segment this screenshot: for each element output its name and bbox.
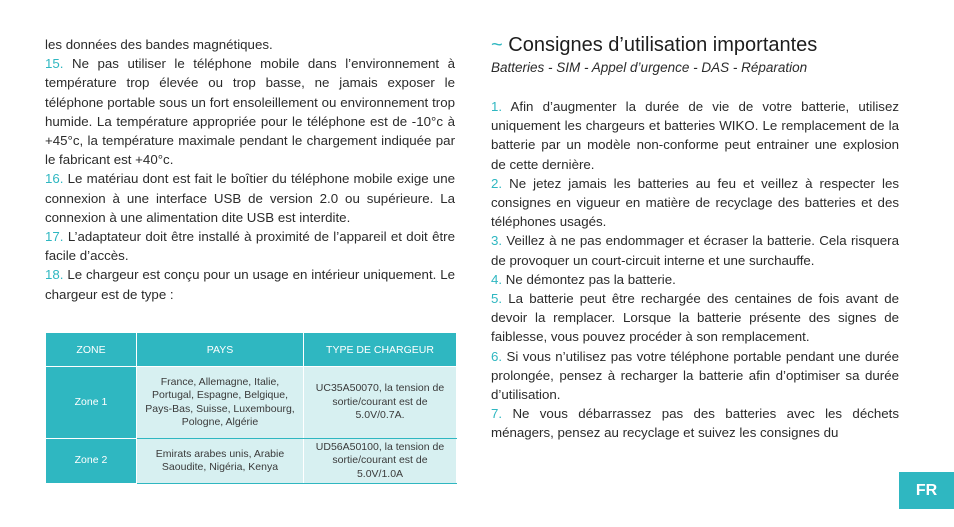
pays-cell: Emirats arabes unis, Arabie Saoudite, Nigéria, Kenya xyxy=(137,439,304,484)
item-number: 17. xyxy=(45,229,64,245)
item-15 xyxy=(45,54,455,169)
charger-table xyxy=(45,332,457,484)
item-6 xyxy=(491,347,899,405)
table-row xyxy=(46,367,457,439)
intro-text: les données des bandes magnétiques. xyxy=(45,37,273,52)
item-4 xyxy=(491,270,899,289)
item-17 xyxy=(45,227,455,265)
item-3 xyxy=(491,231,899,269)
item-5 xyxy=(491,289,899,347)
item-2 xyxy=(491,174,899,232)
item-16 xyxy=(45,169,455,227)
item-number: 15. xyxy=(45,56,64,72)
item-text: Ne vous débarrassez pas des batteries avec les déchets ménagers, pensez au recyclage et suivez les consignes du xyxy=(491,406,899,441)
item-1 xyxy=(491,97,899,174)
type-cell: UC35A50070, la tension de sortie/courant est de 5.0V/0.7A. xyxy=(304,367,457,439)
header-type: TYPE DE CHARGEUR xyxy=(304,333,457,367)
item-number: 3. xyxy=(491,233,503,249)
section-heading xyxy=(491,34,817,57)
item-number: 2. xyxy=(491,175,503,191)
tilde-mark: ~ xyxy=(491,34,503,56)
pays-cell: France, Allemagne, Italie, Portugal, Espagne, Belgique, Pays-Bas, Suisse, Luxembourg, Pologne, Algérie xyxy=(137,367,304,439)
item-text: Afin d’augmenter la durée de vie de votre batterie, utilisez uniquement les chargeurs et batteries WIKO. Le remplacement de la batterie par un modèle non-conforme peut entrainer une explosion de cette dernière. xyxy=(491,99,899,172)
item-text: Ne pas utiliser le téléphone mobile dans l’environnement à température trop élevée ou trop basse, ne jamais exposer le téléphone portable sous un fort ensoleillement ou environnement trop humide. La température appropriée pour le téléphone est de -10°c à +45°c, la température maximale pendant le chargement indiquée par le fabricant est +40°c. xyxy=(45,56,455,168)
header-pays: PAYS xyxy=(137,333,304,367)
zone-cell: Zone 2 xyxy=(46,439,137,484)
language-badge: FR xyxy=(899,472,954,509)
item-number: 6. xyxy=(491,348,503,364)
item-text: Ne jetez jamais les batteries au feu et veillez à respecter les consignes en vigueur en matière de recyclage des batteries et des téléphones usagés. xyxy=(491,175,899,230)
heading-text: Consignes d’utilisation importantes xyxy=(508,34,818,56)
right-column xyxy=(491,97,899,443)
item-number: 16. xyxy=(45,171,64,187)
table-header-row xyxy=(46,333,457,367)
item-text: La batterie peut être rechargée des centaines de fois avant de devoir la remplacer. Lorsque la batterie présente des signes de faiblesse, vous pouvez procéder à son remplacement. xyxy=(491,291,899,345)
type-cell: UD56A50100, la tension de sortie/courant est de 5.0V/1.0A xyxy=(304,439,457,484)
item-text: Ne démontez pas la batterie. xyxy=(502,271,676,287)
zone-cell: Zone 1 xyxy=(46,367,137,439)
item-7 xyxy=(491,404,899,442)
item-number: 1. xyxy=(491,99,503,114)
item-text: L’adaptateur doit être installé à proximité de l’appareil et doit être facile d’accès. xyxy=(45,229,455,264)
header-zone: ZONE xyxy=(46,333,137,367)
table-row xyxy=(46,439,457,484)
item-text: Le chargeur est conçu pour un usage en intérieur uniquement. Le chargeur est de type : xyxy=(45,267,455,302)
item-number: 5. xyxy=(491,291,503,307)
item-number: 7. xyxy=(491,406,503,422)
item-text: Si vous n’utilisez pas votre téléphone portable pendant une durée prolongée, pensez à recharger la batterie afin d’optimiser sa durée d’utilisation. xyxy=(491,348,899,403)
item-18 xyxy=(45,265,455,303)
item-text: Le matériau dont est fait le boîtier du téléphone mobile exige une connexion à une interface USB de version 2.0 ou supérieure. La connexion à une alimentation dite USB est interdite. xyxy=(45,171,455,225)
left-column xyxy=(45,35,455,304)
item-number: 4. xyxy=(491,271,503,287)
section-subheading: Batteries - SIM - Appel d’urgence - DAS - Réparation xyxy=(491,60,808,75)
item-text: Veillez à ne pas endommager et écraser la batterie. Cela risquera de provoquer un court-circuit interne et une surchauffe. xyxy=(491,233,899,268)
item-number: 18. xyxy=(45,267,64,283)
